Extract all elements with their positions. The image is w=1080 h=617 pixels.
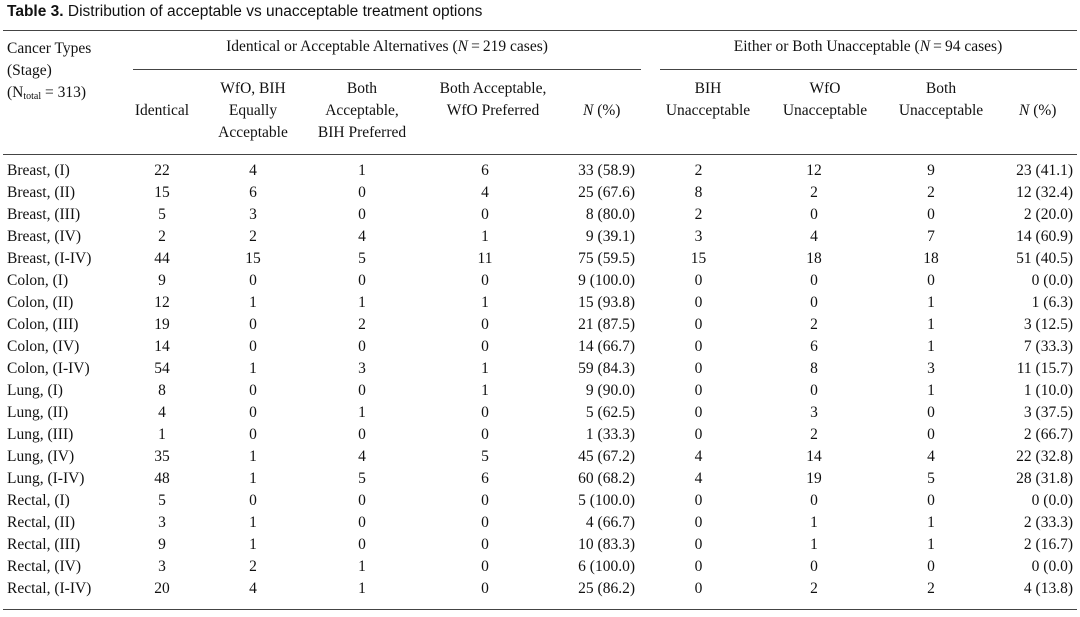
cell-cancer-type: Lung, (I): [7, 382, 63, 399]
cell-wfo-unacceptable: 2: [810, 184, 818, 201]
cell-cancer-type: Breast, (IV): [7, 228, 82, 245]
cell-cancer-type: Lung, (I-IV): [7, 470, 85, 487]
col-header-both-unacceptable: Both Unacceptable: [898, 80, 984, 119]
cell-identical: 12: [154, 294, 170, 311]
cell-acceptable-n-pct: 6 (100.0): [578, 558, 635, 575]
col-header-identical: Identical: [134, 102, 190, 119]
cell-acceptable-n-pct: 33 (58.9): [578, 162, 635, 179]
cell-wfo-unacceptable: 3: [810, 404, 818, 421]
table-row: [0, 292, 1080, 314]
stub-header-line1: Cancer Types: [7, 40, 92, 57]
cell-bih-preferred: 0: [358, 272, 366, 289]
cell-wfo-unacceptable: 12: [806, 162, 822, 179]
table-row: [0, 512, 1080, 534]
cell-equally-acceptable: 4: [249, 162, 257, 179]
cell-unacceptable-n-pct: 1 (6.3): [1031, 294, 1073, 311]
cell-wfo-preferred: 0: [481, 492, 489, 509]
cell-identical: 48: [154, 470, 170, 487]
cell-equally-acceptable: 15: [245, 250, 261, 267]
cell-equally-acceptable: 0: [249, 316, 257, 333]
cell-wfo-preferred: 0: [481, 404, 489, 421]
top-rule: [3, 30, 1077, 31]
cell-identical: 20: [154, 580, 170, 597]
cell-bih-unacceptable: 15: [690, 250, 707, 267]
cell-acceptable-n-pct: 14 (66.7): [578, 338, 635, 355]
cell-identical: 35: [154, 448, 170, 465]
cell-acceptable-n-pct: 5 (100.0): [578, 492, 635, 509]
cell-identical: 3: [158, 558, 166, 575]
cell-identical: 5: [158, 492, 166, 509]
table-row: [0, 556, 1080, 578]
cell-wfo-unacceptable: 8: [810, 360, 818, 377]
cell-wfo-unacceptable: 2: [810, 580, 818, 597]
cell-bih-unacceptable: 0: [694, 558, 703, 575]
cell-bih-preferred: 4: [358, 448, 366, 465]
cell-bih-preferred: 4: [358, 228, 366, 245]
cell-equally-acceptable: 2: [249, 558, 257, 575]
cell-both-unacceptable: 0: [927, 492, 935, 509]
cell-bih-unacceptable: 0: [694, 360, 703, 377]
cell-identical: 54: [154, 360, 170, 377]
cell-cancer-type: Colon, (III): [7, 316, 79, 333]
cell-identical: 3: [158, 514, 166, 531]
cell-acceptable-n-pct: 10 (83.3): [578, 536, 635, 553]
cell-wfo-preferred: 6: [481, 162, 489, 179]
cell-cancer-type: Colon, (I): [7, 272, 69, 289]
cell-acceptable-n-pct: 59 (84.3): [578, 360, 635, 377]
table-row: [0, 270, 1080, 292]
cell-wfo-unacceptable: 14: [806, 448, 822, 465]
cell-bih-preferred: 0: [358, 492, 366, 509]
col-header-wfo-unacceptable: WfO Unacceptable: [782, 80, 868, 119]
cell-both-unacceptable: 4: [927, 448, 935, 465]
cell-acceptable-n-pct: 21 (87.5): [578, 316, 635, 333]
cell-equally-acceptable: 2: [249, 228, 257, 245]
cell-equally-acceptable: 0: [249, 492, 257, 509]
cell-bih-unacceptable: 0: [694, 382, 703, 399]
cell-acceptable-n-pct: 25 (67.6): [578, 184, 635, 201]
cell-bih-unacceptable: 0: [694, 580, 703, 597]
cell-wfo-preferred: 11: [477, 250, 493, 267]
cell-bih-preferred: 2: [358, 316, 366, 333]
col-header-n-pct-acceptable: N (%): [583, 102, 621, 119]
cell-equally-acceptable: 1: [249, 536, 257, 553]
cell-bih-preferred: 1: [358, 580, 366, 597]
cell-bih-unacceptable: 4: [694, 448, 703, 465]
cell-wfo-unacceptable: 1: [810, 536, 818, 553]
cell-identical: 4: [158, 404, 166, 421]
cell-wfo-preferred: 0: [481, 206, 489, 223]
cell-bih-preferred: 0: [358, 206, 366, 223]
cell-bih-unacceptable: 0: [694, 316, 703, 333]
cell-equally-acceptable: 1: [249, 360, 257, 377]
cell-identical: 9: [158, 272, 166, 289]
cell-both-unacceptable: 1: [927, 338, 935, 355]
cell-identical: 8: [158, 382, 166, 399]
cell-wfo-unacceptable: 0: [810, 492, 818, 509]
cell-bih-preferred: 1: [358, 294, 366, 311]
header-bottom-rule: [3, 154, 1077, 155]
cell-wfo-preferred: 1: [481, 294, 489, 311]
cell-identical: 9: [158, 536, 166, 553]
cell-bih-unacceptable: 0: [694, 426, 703, 443]
cell-bih-unacceptable: 0: [694, 514, 703, 531]
cell-bih-unacceptable: 0: [694, 536, 703, 553]
cell-equally-acceptable: 1: [249, 448, 257, 465]
cell-wfo-unacceptable: 18: [806, 250, 822, 267]
cell-both-unacceptable: 2: [927, 580, 935, 597]
cell-wfo-unacceptable: 2: [810, 316, 818, 333]
cell-acceptable-n-pct: 60 (68.2): [578, 470, 635, 487]
cell-wfo-unacceptable: 0: [810, 558, 818, 575]
col-header-bih-preferred: Both Acceptable, BIH Preferred: [317, 80, 407, 141]
group-b-rule: [660, 69, 1077, 70]
col-header-n-pct-unacceptable: N (%): [1019, 102, 1057, 119]
group-header-acceptable: Identical or Acceptable Alternatives (N = 219 cases): [226, 38, 548, 55]
cell-unacceptable-n-pct: 28 (31.8): [1016, 470, 1073, 487]
cell-equally-acceptable: 0: [249, 404, 257, 421]
cell-wfo-preferred: 0: [481, 426, 489, 443]
cell-unacceptable-n-pct: 0 (0.0): [1031, 558, 1073, 575]
cell-wfo-preferred: 6: [481, 470, 489, 487]
table-row: [0, 358, 1080, 380]
cell-acceptable-n-pct: 45 (67.2): [578, 448, 635, 465]
cell-wfo-preferred: 1: [481, 228, 489, 245]
cell-cancer-type: Rectal, (I): [7, 492, 70, 509]
cell-identical: 15: [154, 184, 170, 201]
table-title: Distribution of acceptable vs unacceptable treatment options: [67, 3, 483, 20]
cell-bih-unacceptable: 0: [694, 272, 703, 289]
cell-equally-acceptable: 1: [249, 470, 257, 487]
table-body: [0, 160, 1080, 600]
cell-bih-unacceptable: 0: [694, 492, 703, 509]
cell-identical: 5: [158, 206, 166, 223]
stub-header: [7, 38, 91, 108]
cell-unacceptable-n-pct: 11 (15.7): [1016, 360, 1073, 377]
cell-wfo-unacceptable: 19: [806, 470, 822, 487]
cell-wfo-preferred: 0: [481, 580, 489, 597]
cell-wfo-unacceptable: 0: [810, 294, 818, 311]
cell-identical: 44: [154, 250, 170, 267]
cell-acceptable-n-pct: 75 (59.5): [578, 250, 635, 267]
cell-acceptable-n-pct: 8 (80.0): [585, 206, 635, 223]
table-row: [0, 490, 1080, 512]
cell-equally-acceptable: 0: [249, 338, 257, 355]
cell-bih-preferred: 0: [358, 184, 366, 201]
cell-wfo-preferred: 0: [481, 316, 489, 333]
cell-bih-preferred: 0: [358, 338, 366, 355]
table-row: [0, 424, 1080, 446]
table-row: [0, 534, 1080, 556]
cell-acceptable-n-pct: 5 (62.5): [585, 404, 635, 421]
table-bottom-rule: [3, 609, 1077, 610]
cell-equally-acceptable: 0: [249, 426, 257, 443]
cell-bih-unacceptable: 0: [694, 338, 703, 355]
cell-wfo-preferred: 0: [481, 338, 489, 355]
cell-unacceptable-n-pct: 0 (0.0): [1031, 272, 1073, 289]
table-row: [0, 204, 1080, 226]
cell-both-unacceptable: 0: [927, 206, 935, 223]
table-row: [0, 226, 1080, 248]
cell-both-unacceptable: 1: [927, 514, 935, 531]
cell-bih-unacceptable: 2: [694, 162, 703, 179]
cell-both-unacceptable: 1: [927, 382, 935, 399]
cell-both-unacceptable: 0: [927, 272, 935, 289]
cell-wfo-unacceptable: 0: [810, 206, 818, 223]
cell-equally-acceptable: 0: [249, 382, 257, 399]
cell-unacceptable-n-pct: 2 (33.3): [1023, 514, 1073, 531]
cell-both-unacceptable: 3: [927, 360, 935, 377]
table-row: [0, 468, 1080, 490]
cell-unacceptable-n-pct: 2 (16.7): [1023, 536, 1073, 553]
table-row: [0, 578, 1080, 600]
cell-unacceptable-n-pct: 2 (66.7): [1023, 426, 1073, 443]
cell-bih-preferred: 0: [358, 382, 366, 399]
cell-both-unacceptable: 0: [927, 426, 935, 443]
cell-unacceptable-n-pct: 12 (32.4): [1016, 184, 1073, 201]
cell-cancer-type: Colon, (II): [7, 294, 74, 311]
col-header-equally-acceptable: WfO, BIH Equally Acceptable: [218, 80, 288, 141]
cell-both-unacceptable: 18: [923, 250, 939, 267]
table-row: [0, 380, 1080, 402]
cell-bih-unacceptable: 2: [694, 206, 703, 223]
cell-unacceptable-n-pct: 0 (0.0): [1031, 492, 1073, 509]
cell-cancer-type: Colon, (IV): [7, 338, 80, 355]
cell-wfo-preferred: 5: [481, 448, 489, 465]
cell-wfo-unacceptable: 0: [810, 382, 818, 399]
cell-unacceptable-n-pct: 22 (32.8): [1016, 448, 1073, 465]
cell-acceptable-n-pct: 1 (33.3): [585, 426, 635, 443]
cell-bih-unacceptable: 3: [694, 228, 703, 245]
cell-equally-acceptable: 6: [249, 184, 257, 201]
cell-wfo-unacceptable: 6: [810, 338, 818, 355]
cell-unacceptable-n-pct: 23 (41.1): [1016, 162, 1073, 179]
cell-equally-acceptable: 1: [249, 294, 257, 311]
cell-wfo-unacceptable: 0: [810, 272, 818, 289]
table-row: [0, 314, 1080, 336]
cell-bih-unacceptable: 8: [694, 184, 703, 201]
cell-equally-acceptable: 3: [249, 206, 257, 223]
cell-bih-unacceptable: 0: [694, 404, 703, 421]
cell-unacceptable-n-pct: 3 (12.5): [1023, 316, 1073, 333]
cell-both-unacceptable: 1: [927, 294, 935, 311]
cell-unacceptable-n-pct: 7 (33.3): [1023, 338, 1073, 355]
cell-acceptable-n-pct: 4 (66.7): [585, 514, 635, 531]
cell-cancer-type: Rectal, (I-IV): [7, 580, 92, 597]
cell-wfo-preferred: 1: [481, 360, 489, 377]
data-table: [0, 160, 1080, 600]
table-row: [0, 160, 1080, 182]
table-row: [0, 336, 1080, 358]
cell-bih-unacceptable: 4: [694, 470, 703, 487]
cell-both-unacceptable: 1: [927, 316, 935, 333]
cell-bih-preferred: 3: [358, 360, 366, 377]
cell-unacceptable-n-pct: 4 (13.8): [1023, 580, 1073, 597]
cell-both-unacceptable: 0: [927, 558, 935, 575]
cell-bih-preferred: 1: [358, 162, 366, 179]
cell-cancer-type: Lung, (III): [7, 426, 74, 443]
cell-unacceptable-n-pct: 1 (10.0): [1023, 382, 1073, 399]
group-header-unacceptable: Either or Both Unacceptable (N = 94 cases): [733, 38, 1003, 55]
cell-cancer-type: Rectal, (III): [7, 536, 81, 553]
cell-wfo-unacceptable: 2: [810, 426, 818, 443]
cell-wfo-preferred: 0: [481, 558, 489, 575]
cell-cancer-type: Breast, (I): [7, 162, 70, 179]
cell-both-unacceptable: 1: [927, 536, 935, 553]
cell-cancer-type: Lung, (IV): [7, 448, 75, 465]
stub-header-line2: (Stage): [7, 62, 52, 79]
cell-cancer-type: Lung, (II): [7, 404, 69, 421]
cell-acceptable-n-pct: 15 (93.8): [578, 294, 635, 311]
cell-acceptable-n-pct: 9 (100.0): [578, 272, 635, 289]
cell-cancer-type: Rectal, (II): [7, 514, 75, 531]
cell-identical: 1: [158, 426, 166, 443]
cell-unacceptable-n-pct: 2 (20.0): [1023, 206, 1073, 223]
table-row: [0, 446, 1080, 468]
cell-cancer-type: Breast, (I-IV): [7, 250, 92, 267]
cell-cancer-type: Breast, (II): [7, 184, 75, 201]
cell-both-unacceptable: 0: [927, 404, 935, 421]
col-header-wfo-preferred: Both Acceptable, WfO Preferred: [439, 80, 547, 119]
cell-wfo-preferred: 1: [481, 382, 489, 399]
cell-equally-acceptable: 1: [249, 514, 257, 531]
col-header-bih-unacceptable: BIH Unacceptable: [665, 80, 751, 119]
cell-both-unacceptable: 9: [927, 162, 935, 179]
cell-unacceptable-n-pct: 3 (37.5): [1023, 404, 1073, 421]
cell-both-unacceptable: 2: [927, 184, 935, 201]
cell-cancer-type: Breast, (III): [7, 206, 81, 223]
cell-identical: 19: [154, 316, 170, 333]
cell-unacceptable-n-pct: 51 (40.5): [1016, 250, 1073, 267]
cell-bih-preferred: 0: [358, 426, 366, 443]
cell-equally-acceptable: 4: [249, 580, 257, 597]
cell-acceptable-n-pct: 25 (86.2): [578, 580, 635, 597]
cell-cancer-type: Colon, (I-IV): [7, 360, 90, 377]
cell-bih-preferred: 5: [358, 250, 366, 267]
cell-acceptable-n-pct: 9 (39.1): [585, 228, 635, 245]
table-label: Table 3.: [7, 3, 64, 20]
cell-identical: 22: [154, 162, 170, 179]
cell-bih-preferred: 1: [358, 404, 366, 421]
table-row: [0, 182, 1080, 204]
cell-both-unacceptable: 5: [927, 470, 935, 487]
cell-bih-preferred: 0: [358, 536, 366, 553]
cell-bih-preferred: 1: [358, 558, 366, 575]
cell-wfo-unacceptable: 1: [810, 514, 818, 531]
cell-wfo-preferred: 0: [481, 536, 489, 553]
cell-bih-unacceptable: 0: [694, 294, 703, 311]
cell-wfo-preferred: 4: [481, 184, 489, 201]
cell-identical: 2: [158, 228, 166, 245]
table-row: [0, 402, 1080, 424]
group-a-rule: [133, 69, 641, 70]
cell-bih-preferred: 5: [358, 470, 366, 487]
cell-acceptable-n-pct: 9 (90.0): [585, 382, 635, 399]
cell-equally-acceptable: 0: [249, 272, 257, 289]
table-row: [0, 248, 1080, 270]
cell-bih-preferred: 0: [358, 514, 366, 531]
cell-cancer-type: Rectal, (IV): [7, 558, 82, 575]
stub-header-ntotal: $(N_{total} = 313)$: [7, 84, 87, 102]
table-caption: [7, 3, 482, 21]
cell-identical: 14: [154, 338, 170, 355]
cell-unacceptable-n-pct: 14 (60.9): [1016, 228, 1073, 245]
cell-both-unacceptable: 7: [927, 228, 935, 245]
cell-wfo-unacceptable: 4: [810, 228, 818, 245]
cell-wfo-preferred: 0: [481, 272, 489, 289]
cell-wfo-preferred: 0: [481, 514, 489, 531]
